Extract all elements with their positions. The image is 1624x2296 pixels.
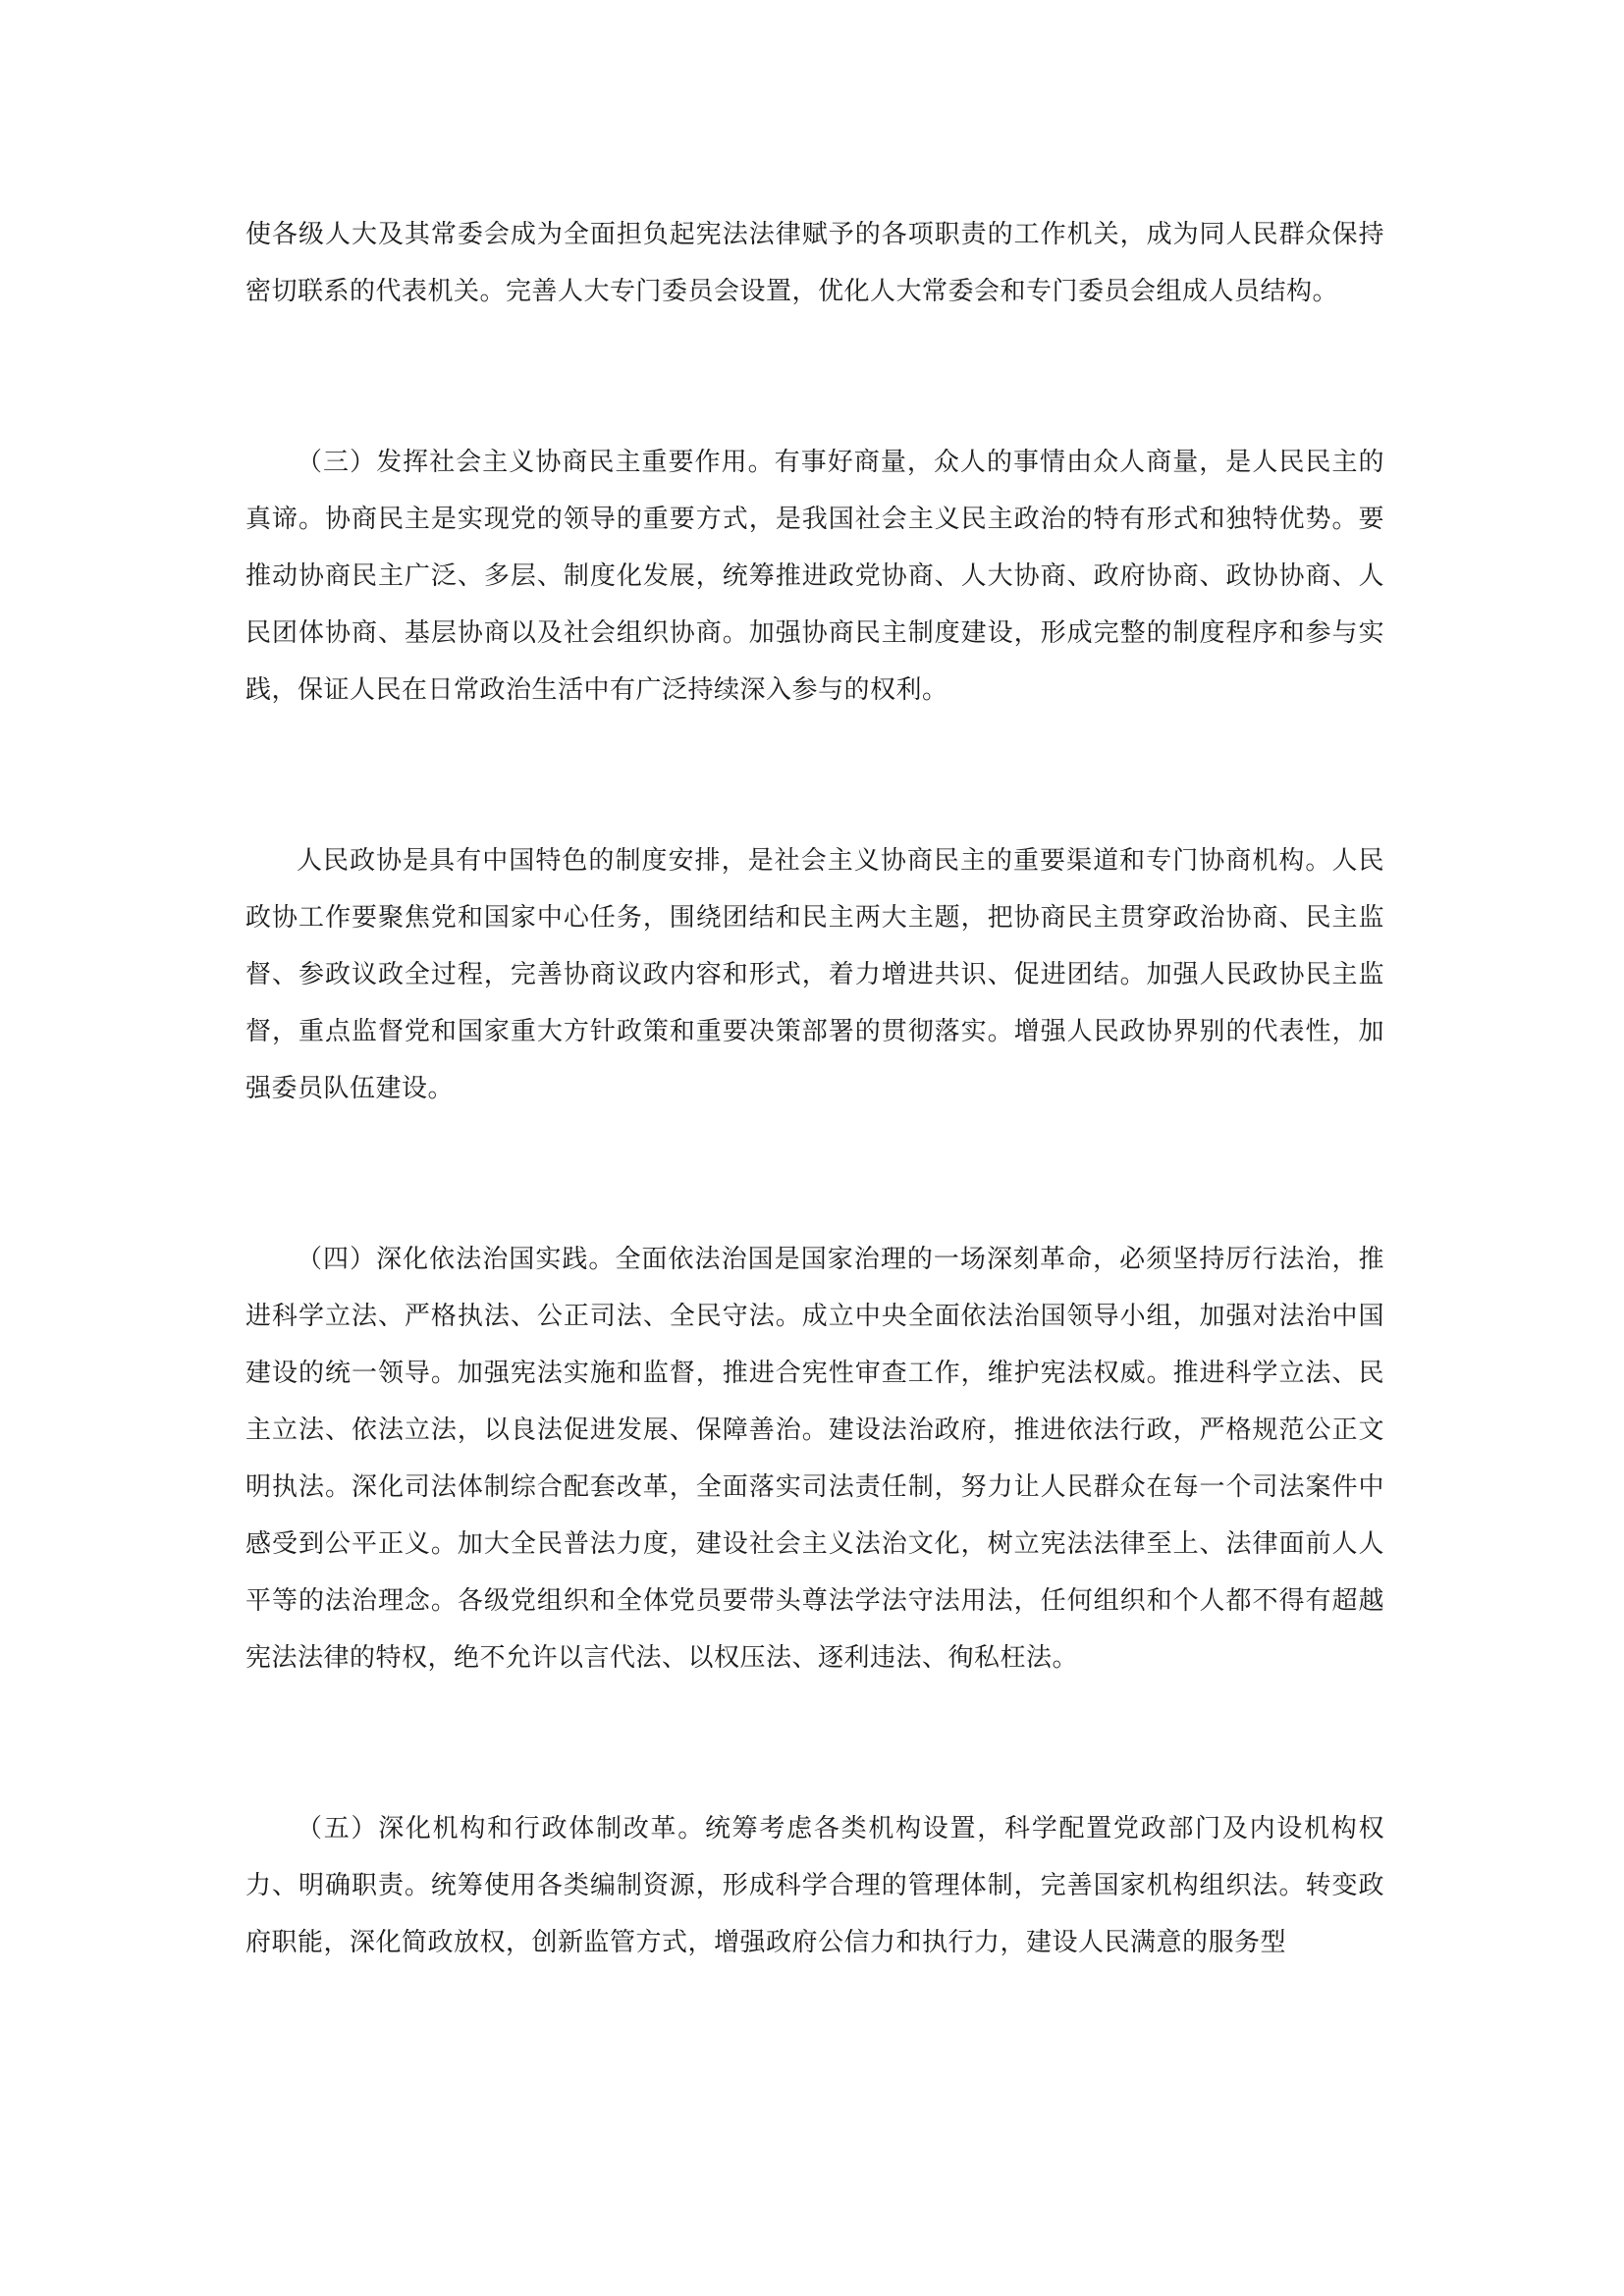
- document-body: [245, 206, 1384, 1971]
- paragraph-continuation: 使各级人大及其常委会成为全面担负起宪法法律赋予的各项职责的工作机关，成为同人民群众保持密切联系的代表机关。完善人大专门委员会设置，优化人大常委会和专门委员会组成人员结构。: [245, 220, 1384, 306]
- paragraph-cppcc: 人民政协是具有中国特色的制度安排，是社会主义协商民主的重要渠道和专门协商机构。人民政协工作要聚焦党和国家中心任务，围绕团结和民主两大主题，把协商民主贯穿政治协商、民主监督、参政议政全过程，完善协商议政内容和形式，着力增进共识、促进团结。加强人民政协民主监督，重点监督党和国家重大方针政策和重要决策部署的贯彻落实。增强人民政协界别的代表性，加强委员队伍建设。: [245, 846, 1384, 1103]
- paragraph-gap: [245, 719, 1384, 832]
- paragraph-section-4: （四）深化依法治国实践。全面依法治国是国家治理的一场深刻革命，必须坚持厉行法治，推进科学立法、严格执法、公正司法、全民守法。成立中央全面依法治国领导小组，加强对法治中国建设的统一领导。加强宪法实施和监督，推进合宪性审查工作，维护宪法权威。推进科学立法、民主立法、依法立法，以良法促进发展、保障善治。建设法治政府，推进依法行政，严格规范公正文明执法。深化司法体制综合配套改革，全面落实司法责任制，努力让人民群众在每一个司法案件中感受到公平正义。加大全民普法力度，建设社会主义法治文化，树立宪法法律至上、法律面前人人平等的法治理念。各级党组织和全体党员要带头尊法学法守法用法，任何组织和个人都不得有超越宪法法律的特权，绝不允许以言代法、以权压法、逐利违法、徇私枉法。: [245, 1245, 1384, 1673]
- paragraph-gap: [245, 320, 1384, 434]
- paragraph-gap: [245, 1117, 1384, 1231]
- paragraph-gap: [245, 1686, 1384, 1800]
- paragraph-section-5: （五）深化机构和行政体制改革。统筹考虑各类机构设置，科学配置党政部门及内设机构权力、明确职责。统筹使用各类编制资源，形成科学合理的管理体制，完善国家机构组织法。转变政府职能，深化简政放权，创新监管方式，增强政府公信力和执行力，建设人民满意的服务型: [245, 1814, 1384, 1957]
- paragraph-section-3: （三）发挥社会主义协商民主重要作用。有事好商量，众人的事情由众人商量，是人民民主的真谛。协商民主是实现党的领导的重要方式，是我国社会主义民主政治的特有形式和独特优势。要推动协商民主广泛、多层、制度化发展，统筹推进政党协商、人大协商、政府协商、政协协商、人民团体协商、基层协商以及社会组织协商。加强协商民主制度建设，形成完整的制度程序和参与实践，保证人民在日常政治生活中有广泛持续深入参与的权利。: [245, 448, 1384, 705]
